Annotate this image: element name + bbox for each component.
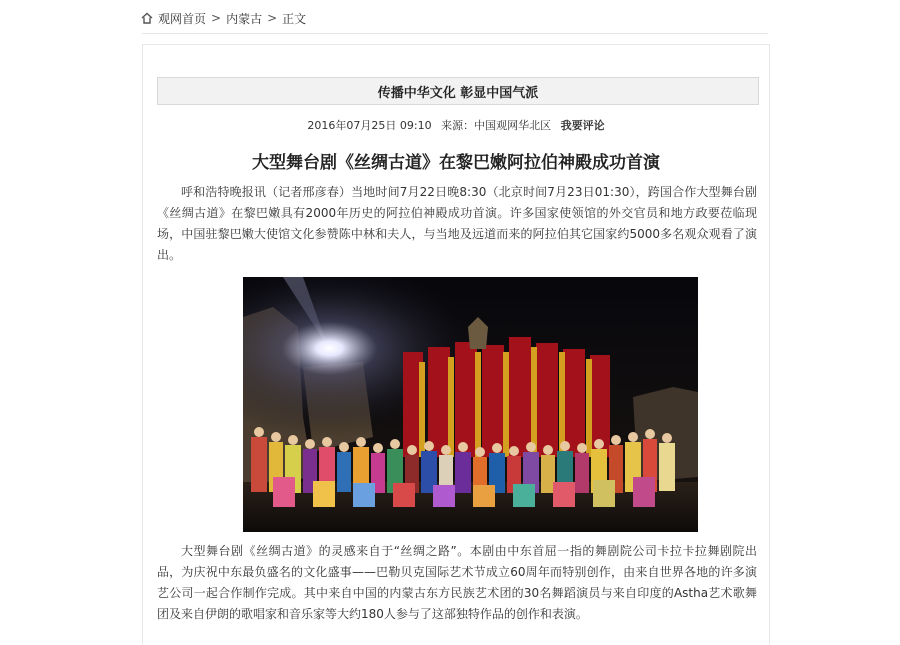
breadcrumb-separator: >: [267, 11, 278, 25]
breadcrumb: [140, 8, 306, 28]
article-banner: 传播中华文化 彰显中国气派: [157, 77, 759, 105]
article-meta: [143, 117, 769, 133]
article-title: 大型舞台剧《丝绸古道》在黎巴嫩阿拉伯神殿成功首演: [252, 153, 660, 173]
breadcrumb-home-link[interactable]: 观网首页: [158, 11, 207, 26]
home-icon[interactable]: [140, 11, 154, 25]
article-paragraph: 大型舞台剧《丝绸古道》的灵感来自于“丝绸之路”。本剧由中东首屈一指的舞剧院公司卡拉卡拉舞剧院出品，为庆祝中东最负盛名的文化盛事——巴勒贝克国际艺术节成立60周年而特别创作，由来自世界各地的许多演艺公司一起合作制作完成。其中来自中国的内蒙古东方民族艺术团的30名舞蹈演员与来自印度的Astha艺术歌舞团及来自伊朗的歌唱家和音乐家等大约180人参与了这部独特作品的创作和表演。: [157, 544, 757, 621]
article-source: 来源：中国观网华北区: [441, 119, 552, 132]
publish-date: 2016年07月25日 09:10: [307, 119, 432, 132]
article-container: [142, 44, 770, 645]
breadcrumb-current: 正文: [282, 11, 307, 26]
article-paragraph: 呼和浩特晚报讯（记者邢彦春）当地时间7月22日晚8:30（北京时间7月23日01:30），跨国合作大型舞台剧《丝绸古道》在黎巴嫩具有2000年历史的阿拉伯神殿成功首演。许多国家使领馆的外交官员和地方政要莅临现场，中国驻黎巴嫩大使馆文化参赞陈中林和夫人，与当地及远道而来的阿拉伯其它国家约5000多名观众观看了演出。: [157, 185, 757, 262]
breadcrumb-separator: >: [211, 11, 222, 25]
stage-photo: [243, 277, 698, 532]
comment-link[interactable]: 我要评论: [560, 119, 605, 132]
breadcrumb-section-link[interactable]: 内蒙古: [226, 11, 263, 26]
divider: [142, 33, 768, 34]
